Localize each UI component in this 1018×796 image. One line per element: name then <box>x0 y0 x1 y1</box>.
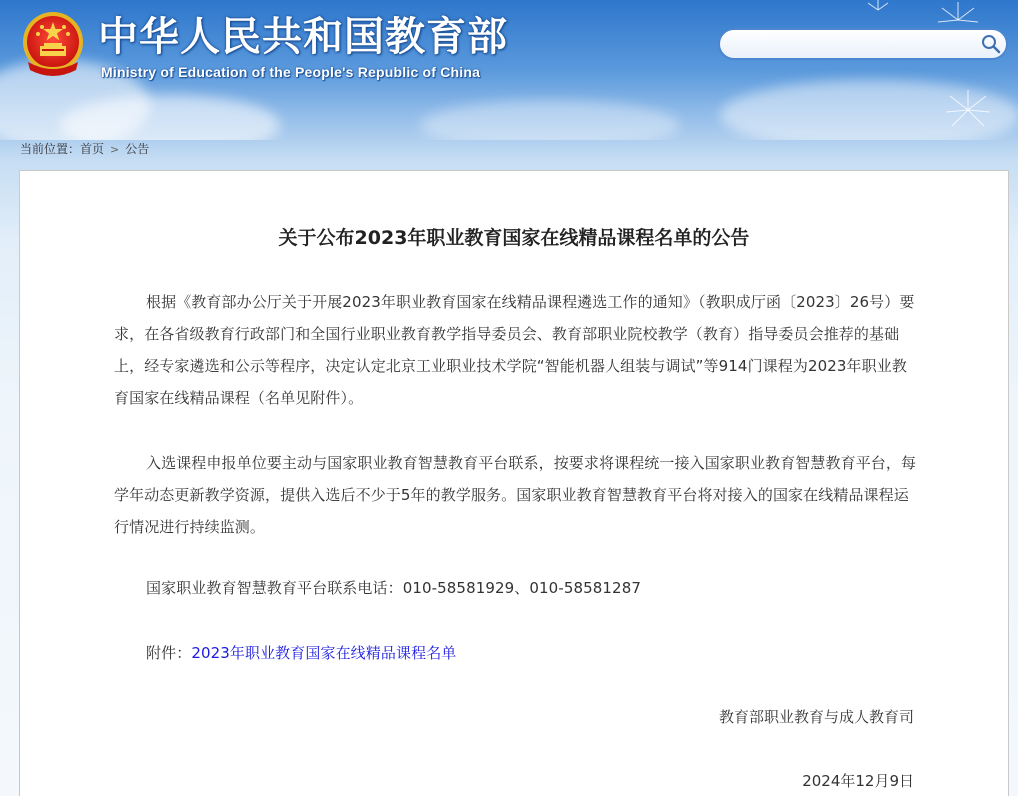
breadcrumb-prefix: 当前位置： <box>20 142 81 156</box>
attachment-label: 附件： <box>146 644 192 662</box>
article-paragraph: 国家职业教育智慧教育平台联系电话：010-58581929、010-58581287 <box>146 579 641 597</box>
article-title: 关于公布2023年职业教育国家在线精品课程名单的公告 <box>278 227 750 249</box>
breadcrumb <box>20 141 149 158</box>
site-subtitle: Ministry of Education of the People's Republic of China <box>101 64 481 80</box>
article-panel <box>19 170 1009 796</box>
breadcrumb-current-link[interactable]: 公告 <box>125 142 150 156</box>
national-emblem-icon[interactable] <box>20 10 86 80</box>
breadcrumb-home-link[interactable]: 首页 <box>80 142 105 156</box>
search-icon[interactable] <box>980 33 1002 55</box>
article-paragraph: 入选课程申报单位要主动与国家职业教育智慧教育平台联系，按要求将课程统一接入国家职业教育智慧教育平台，每学年动态更新教学资源，提供入选后不少于5年的教学服务。国家职业教育智慧教育平台将对接入的国家在线精品课程运行情况进行持续监测。 <box>114 454 917 536</box>
attachment-line <box>114 637 920 669</box>
signature-date: 2024年12月9日 <box>802 772 914 790</box>
chevron-right-icon: > <box>110 143 120 156</box>
search-box <box>718 28 1008 60</box>
site-title[interactable]: 中华人民共和国教育部 <box>98 14 508 60</box>
dandelion-decoration-icon <box>838 0 998 140</box>
search-input[interactable] <box>730 34 974 56</box>
signature-org: 教育部职业教育与成人教育司 <box>718 708 914 726</box>
attachment-link[interactable]: 2023年职业教育国家在线精品课程名单 <box>191 644 457 662</box>
cloud-decoration <box>420 100 680 140</box>
site-header <box>0 0 1018 140</box>
article-paragraph: 根据《教育部办公厅关于开展2023年职业教育国家在线精品课程遴选工作的通知》（教职成厅函〔2023〕26号）要求，在各省级教育行政部门和全国行业职业教育教学指导委员会、教育部职业院校教学（教育）指导委员会推荐的基础上，经专家遴选和公示等程序，决定认定北京工业职业技术学院“智能机器人组装与调试”等914门课程为2023年职业教育国家在线精品课程（名单见附件）。 <box>114 293 915 407</box>
